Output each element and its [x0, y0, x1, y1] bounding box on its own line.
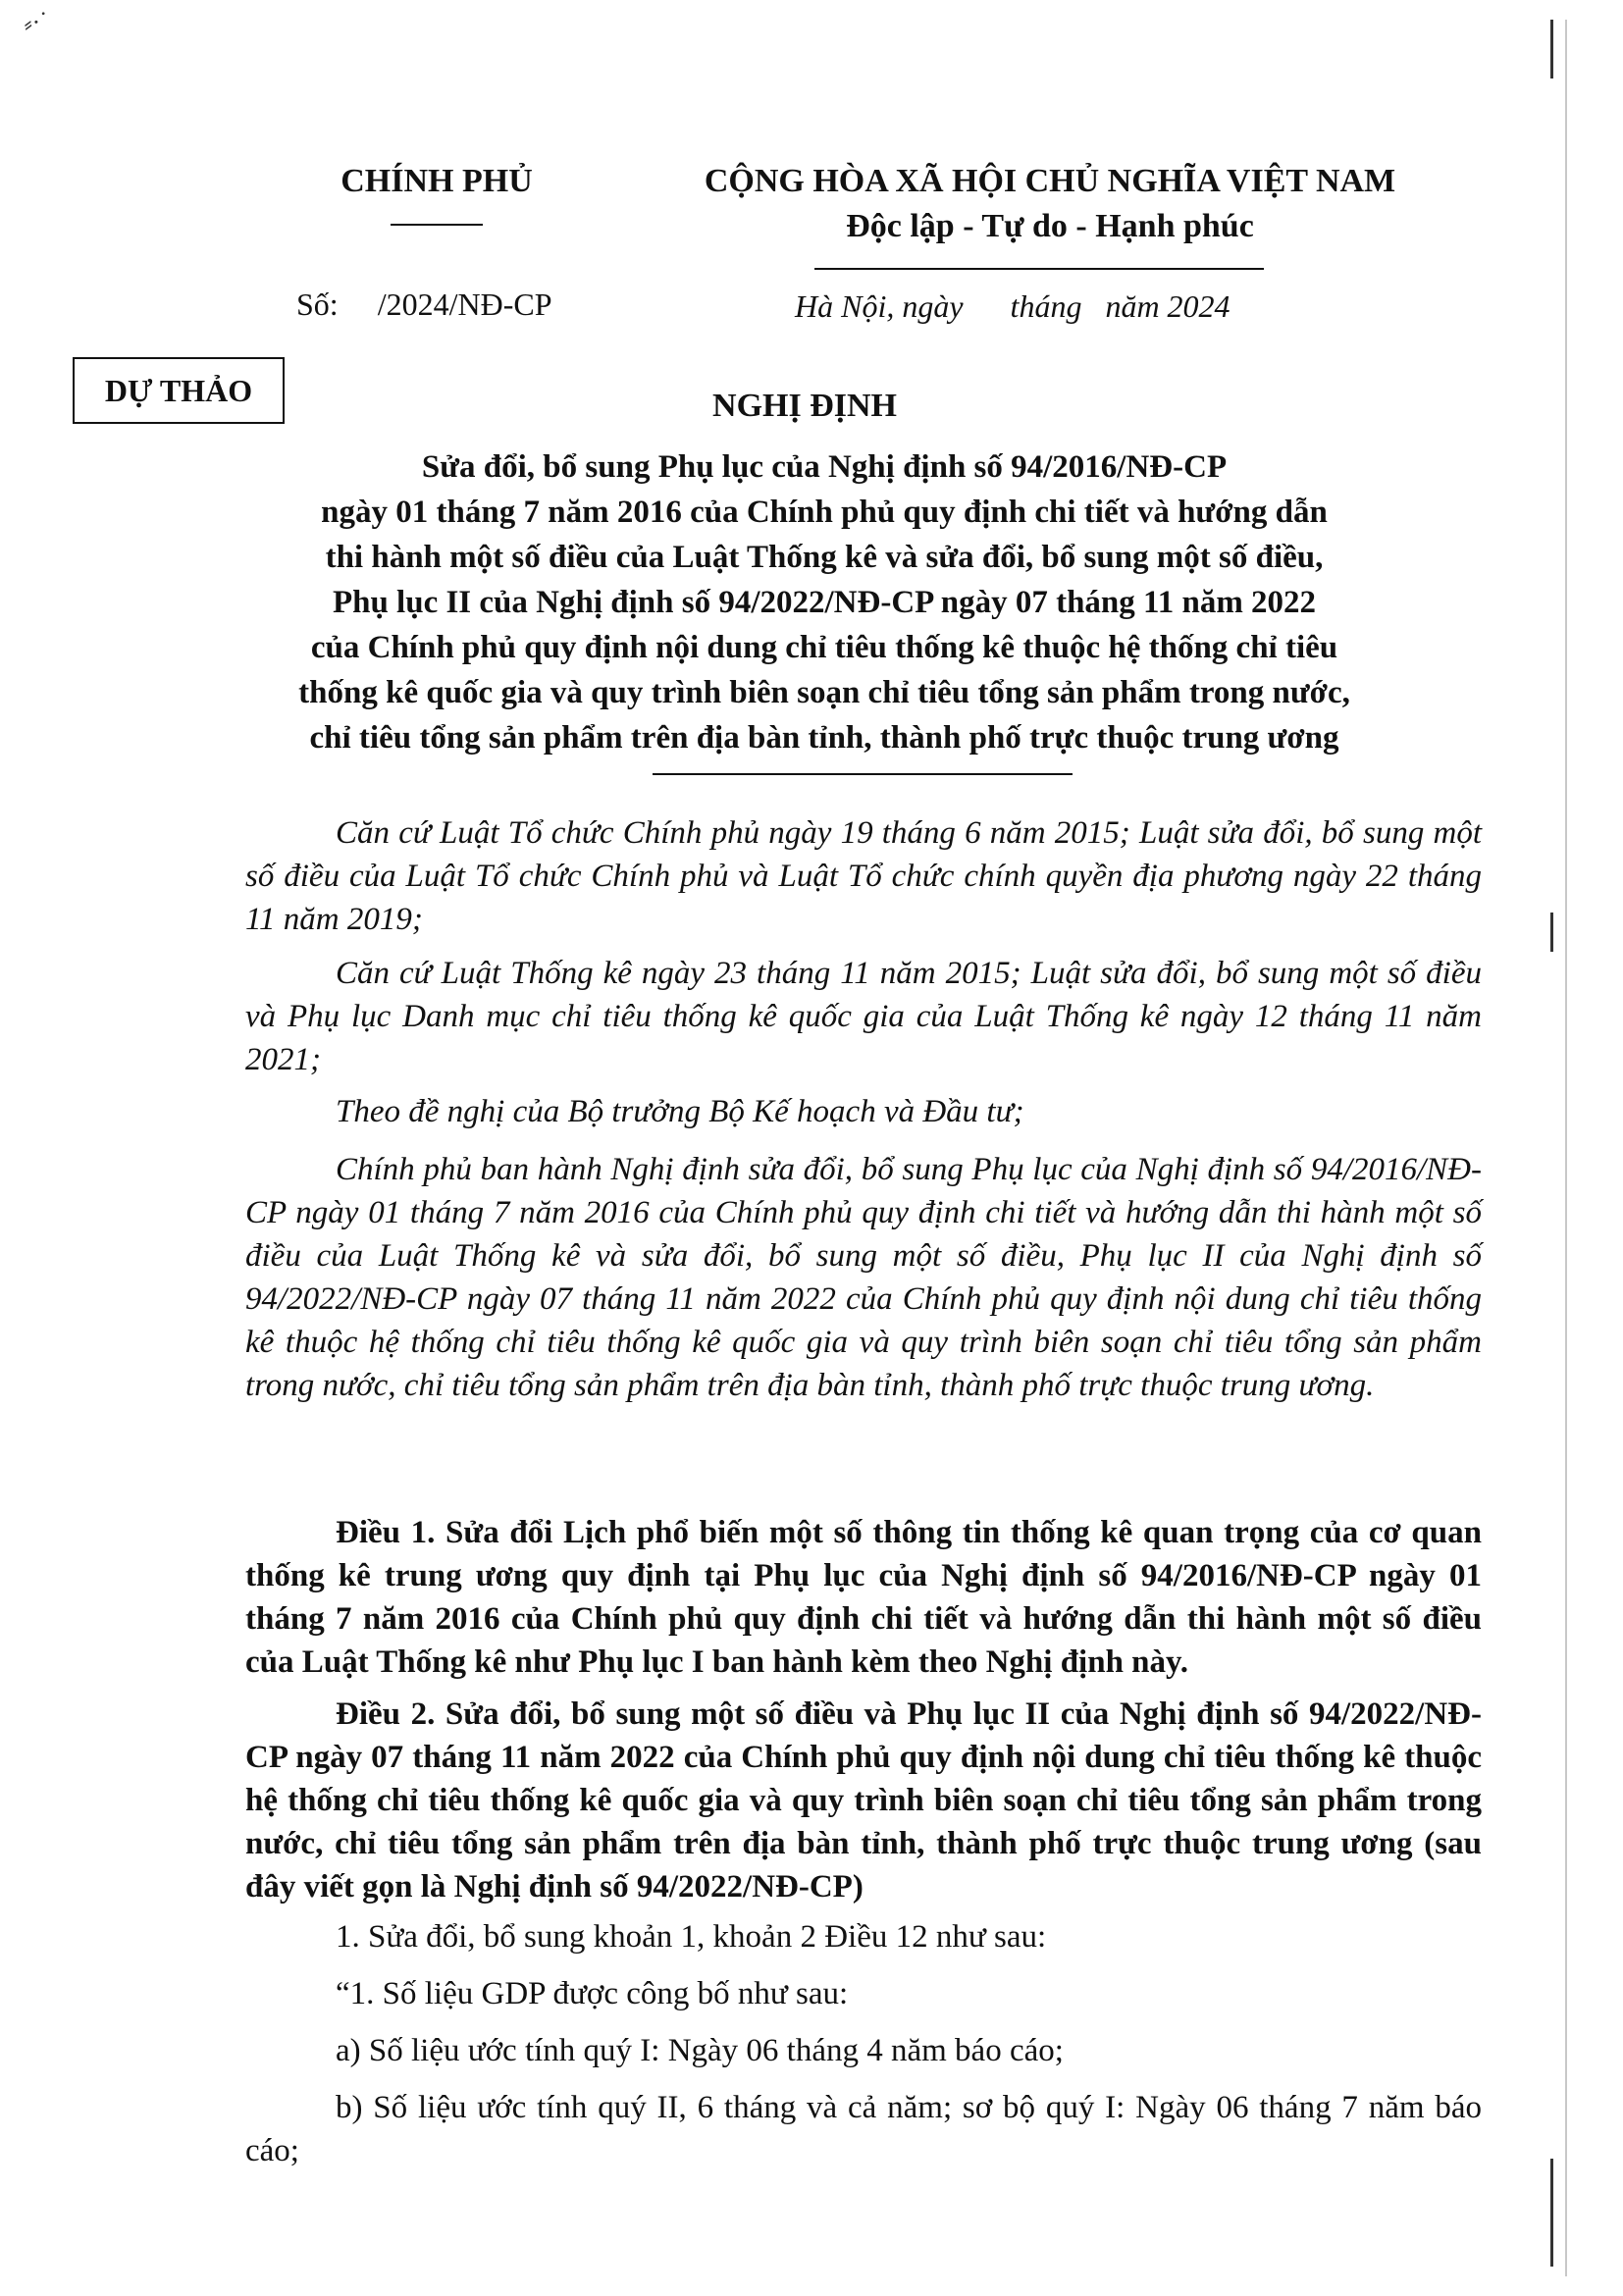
- document-number: Số: /2024/NĐ-CP: [296, 287, 552, 322]
- preamble-legal-basis-2: Căn cứ Luật Thống kê ngày 23 tháng 11 năm 2015; Luật sửa đổi, bổ sung một số điều và Phụ lục Danh mục chỉ tiêu thống kê quốc gia của Luật Thống kê ngày 12 tháng 11 năm 2021;: [245, 956, 1482, 1077]
- clause-1-point-1: “1. Số liệu GDP được công bố như sau:: [336, 1976, 849, 2011]
- scan-artifact-mark: ⸗·˙: [21, 5, 52, 39]
- draft-stamp: DỰ THẢO: [73, 357, 285, 424]
- national-title: CỘNG HÒA XÃ HỘI CHỦ NGHĨA VIỆT NAM: [704, 163, 1396, 199]
- clause-1-point-b: b) Số liệu ước tính quý II, 6 tháng và cả năm; sơ bộ quý I: Ngày 06 tháng 7 năm báo cáo;: [245, 2090, 1482, 2168]
- motto-underline: [814, 268, 1264, 270]
- subtitle-line: thống kê quốc gia và quy trình biên soạn chỉ tiêu tổng sản phẩm trong nước,: [298, 675, 1350, 710]
- subtitle-line: của Chính phủ quy định nội dung chỉ tiêu thống kê thuộc hệ thống chỉ tiêu: [310, 630, 1338, 665]
- subtitle-line: Phụ lục II của Nghị định số 94/2022/NĐ-CP ngày 07 tháng 11 năm 2022: [332, 585, 1317, 620]
- issuing-agency: CHÍNH PHỦ: [340, 163, 533, 199]
- article-1: Điều 1. Sửa đổi Lịch phổ biến một số thông tin thống kê quan trọng của cơ quan thống kê trung ương quy định tại Phụ lục của Nghị định số 94/2016/NĐ-CP ngày 01 tháng 7 năm 2016 của Chính phủ quy định chi tiết và hướng dẫn thi hành một số điều của Luật Thống kê như Phụ lục I ban hành kèm theo Nghị định này.: [245, 1515, 1482, 1680]
- document-title: NGHỊ ĐỊNH: [712, 388, 897, 424]
- scan-edge-tick: [1550, 913, 1553, 952]
- preamble-proposal: Theo đề nghị của Bộ trưởng Bộ Kế hoạch và Đầu tư;: [336, 1094, 1024, 1129]
- scan-edge-line: [1565, 20, 1567, 2276]
- title-underline: [653, 773, 1073, 775]
- subtitle-line: Sửa đổi, bổ sung Phụ lục của Nghị định số 94/2016/NĐ-CP: [421, 449, 1228, 485]
- scan-edge-tick: [1550, 2159, 1553, 2267]
- national-motto: Độc lập - Tự do - Hạnh phúc: [846, 208, 1254, 244]
- subtitle-line: chỉ tiêu tổng sản phẩm trên địa bàn tỉnh, thành phố trực thuộc trung ương: [309, 720, 1339, 756]
- article-2: Điều 2. Sửa đổi, bổ sung một số điều và Phụ lục II của Nghị định số 94/2022/NĐ-CP ngày 07 tháng 11 năm 2022 của Chính phủ quy định nội dung chỉ tiêu thống kê thuộc hệ thống chỉ tiêu thống kê quốc gia và quy trình biên soạn chỉ tiêu tổng sản phẩm trong nước, chỉ tiêu tổng sản phẩm trên địa bàn tỉnh, thành phố trực thuộc trung ương (sau đây viết gọn là Nghị định số 94/2022/NĐ-CP): [245, 1696, 1482, 1905]
- scan-edge-tick: [1550, 20, 1553, 78]
- document-date: Hà Nội, ngày tháng năm 2024: [795, 288, 1230, 324]
- subtitle-line: ngày 01 tháng 7 năm 2016 của Chính phủ quy định chi tiết và hướng dẫn: [321, 495, 1328, 530]
- agency-underline: [391, 224, 483, 226]
- preamble-legal-basis-1: Căn cứ Luật Tổ chức Chính phủ ngày 19 tháng 6 năm 2015; Luật sửa đổi, bổ sung một số điều của Luật Tổ chức Chính phủ và Luật Tổ chức chính quyền địa phương ngày 22 tháng 11 năm 2019;: [245, 815, 1482, 937]
- clause-1: 1. Sửa đổi, bổ sung khoản 1, khoản 2 Điều 12 như sau:: [336, 1919, 1047, 1955]
- subtitle-line: thi hành một số điều của Luật Thống kê và sửa đổi, bổ sung một số điều,: [325, 540, 1324, 575]
- document-subtitle: [226, 444, 1423, 760]
- clause-1-point-a: a) Số liệu ước tính quý I: Ngày 06 tháng 4 năm báo cáo;: [336, 2033, 1064, 2068]
- preamble-promulgation: Chính phủ ban hành Nghị định sửa đổi, bổ sung Phụ lục của Nghị định số 94/2016/NĐ-CP ngày 01 tháng 7 năm 2016 của Chính phủ quy định chi tiết và hướng dẫn thi hành một số điều của Luật Thống kê và sửa đổi, bổ sung một số điều, Phụ lục II của Nghị định số 94/2022/NĐ-CP ngày 07 tháng 11 năm 2022 của Chính phủ quy định nội dung chỉ tiêu thống kê thuộc hệ thống chỉ tiêu thống kê quốc gia và quy trình biên soạn chỉ tiêu tổng sản phẩm trong nước, chỉ tiêu tổng sản phẩm trên địa bàn tỉnh, thành phố trực thuộc trung ương.: [245, 1152, 1482, 1403]
